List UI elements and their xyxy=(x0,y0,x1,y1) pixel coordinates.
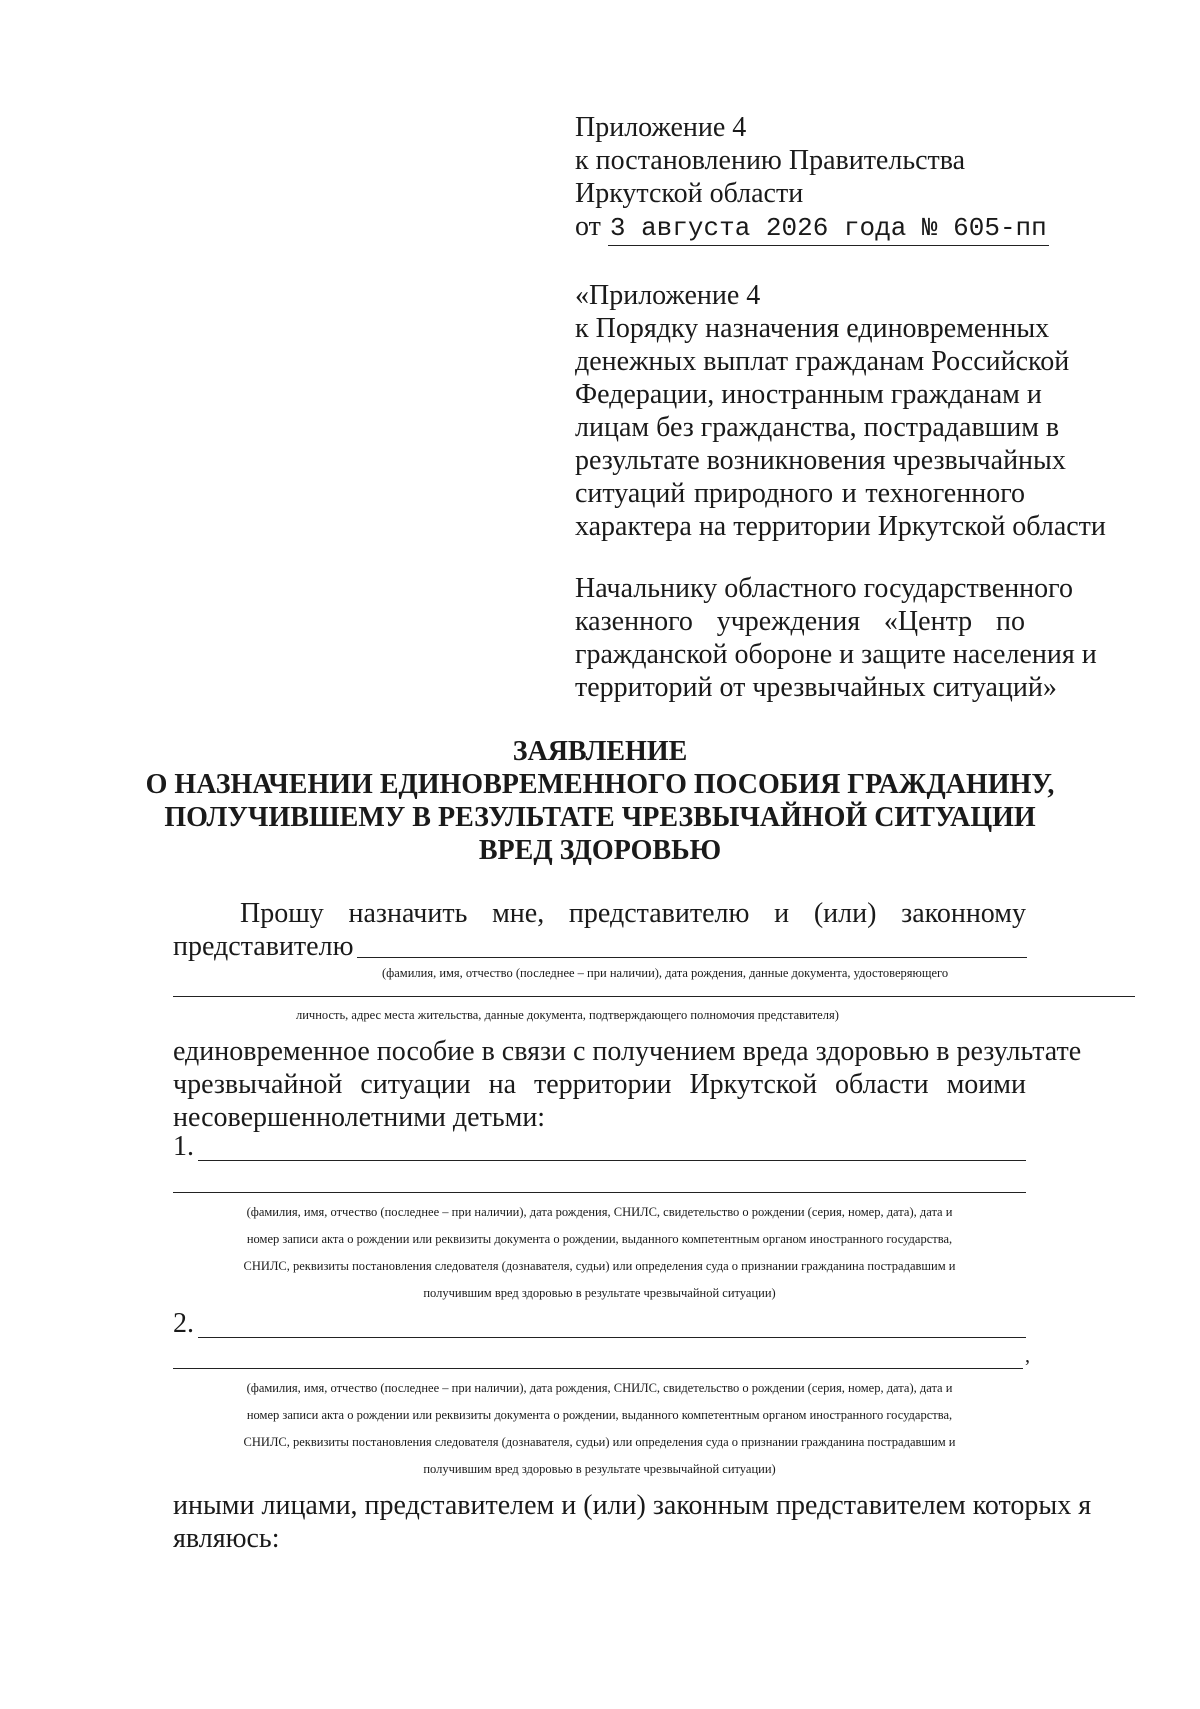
representative-hint-1: (фамилия, имя, отчество (последнее – при наличии), дата рождения, данные документа, удостоверяющего xyxy=(382,966,949,980)
addressee-line: гражданской обороне и защите населения и xyxy=(575,639,1097,670)
representative-label: представителю xyxy=(173,931,354,962)
annex-date-value: 3 августа 2026 года № 605-пп xyxy=(608,212,1049,246)
body-line: чрезвычайной ситуации на территории Иркутской области моими xyxy=(173,1069,1026,1100)
title-line: ЗАЯВЛЕНИЕ xyxy=(512,736,688,767)
item-2-fill-line-1 xyxy=(198,1337,1026,1338)
item-2-hint-line: получившим вред здоровью в результате чрезвычайной ситуации) xyxy=(423,1462,776,1476)
document-title xyxy=(100,735,1100,867)
procedure-annex-line: характера на территории Иркутской области xyxy=(575,511,1106,542)
procedure-annex-line: лицам без гражданства, пострадавшим в xyxy=(575,412,1060,443)
item-2-number: 2. xyxy=(173,1308,194,1339)
item-2-comma: , xyxy=(1025,1345,1030,1367)
item-2-hint-line: (фамилия, имя, отчество (последнее – при наличии), дата рождения, СНИЛС, свидетельство о рождении (серия, номер, дата), дата и xyxy=(246,1381,953,1395)
item-1-hint-line: СНИЛС, реквизиты постановления следователя (дознавателя, судьи) или определения суда о признании гражданина пострадавшим и xyxy=(243,1259,956,1273)
item-1-fill-line-2 xyxy=(173,1192,1026,1193)
header-annex xyxy=(575,111,1047,246)
body-paragraph xyxy=(173,1035,1082,1134)
annex-date-line xyxy=(575,210,1047,246)
annex-date-prefix: от xyxy=(575,211,601,242)
procedure-annex xyxy=(575,279,1106,543)
annex-region: Иркутской области xyxy=(575,178,804,209)
body-line: несовершеннолетними детьми: xyxy=(173,1102,546,1133)
procedure-annex-line: денежных выплат гражданам Российской xyxy=(575,346,1070,377)
addressee xyxy=(575,572,1097,704)
procedure-annex-line: к Порядку назначения единовременных xyxy=(575,313,1050,344)
procedure-annex-line: Федерации, иностранным гражданам и xyxy=(575,379,1042,410)
closing-paragraph xyxy=(173,1489,1092,1555)
item-1-hint-line: (фамилия, имя, отчество (последнее – при наличии), дата рождения, СНИЛС, свидетельство о рождении (серия, номер, дата), дата и xyxy=(246,1205,953,1219)
item-2-fill-line-2 xyxy=(173,1368,1023,1369)
addressee-line: территорий от чрезвычайных ситуаций» xyxy=(575,672,1057,703)
procedure-annex-line: ситуаций природного и техногенного xyxy=(575,478,1025,509)
annex-reference: к постановлению Правительства xyxy=(575,145,966,176)
closing-line: иными лицами, представителем и (или) законным представителем которых я xyxy=(173,1490,1092,1521)
representative-hint-2: личность, адрес места жительства, данные документа, подтверждающего полномочия представителя) xyxy=(296,1008,839,1022)
representative-fill-line xyxy=(357,957,1027,958)
item-1-hint-line: номер записи акта о рождении или реквизиты документа о рождении, выданного компетентным органом иностранного государства, xyxy=(246,1232,953,1246)
annex-title: Приложение 4 xyxy=(575,112,747,143)
body-line: единовременное пособие в связи с получением вреда здоровью в результате xyxy=(173,1036,1082,1067)
title-line: О НАЗНАЧЕНИИ ЕДИНОВРЕМЕННОГО ПОСОБИЯ ГРАЖДАНИНУ, xyxy=(145,769,1055,800)
addressee-line: казенного учреждения «Центр по xyxy=(575,606,1025,637)
representative-fill-line-2 xyxy=(173,996,1135,997)
item-1-number: 1. xyxy=(173,1131,194,1162)
procedure-annex-title: «Приложение 4 xyxy=(575,280,761,311)
title-line: ПОЛУЧИВШЕМУ В РЕЗУЛЬТАТЕ ЧРЕЗВЫЧАЙНОЙ СИТУАЦИИ xyxy=(164,802,1036,833)
closing-line: являюсь: xyxy=(173,1523,280,1554)
item-1-hint-line: получившим вред здоровью в результате чрезвычайной ситуации) xyxy=(423,1286,776,1300)
request-line-2 xyxy=(173,930,353,963)
item-1-fill-line-1 xyxy=(198,1160,1026,1161)
request-line-1: Прошу назначить мне, представителю и (или) законному xyxy=(240,898,1026,929)
procedure-annex-line: результате возникновения чрезвычайных xyxy=(575,445,1066,476)
item-2-hint-line: номер записи акта о рождении или реквизиты документа о рождении, выданного компетентным органом иностранного государства, xyxy=(246,1408,953,1422)
item-2-hint xyxy=(173,1375,1026,1483)
item-2-hint-line: СНИЛС, реквизиты постановления следователя (дознавателя, судьи) или определения суда о признании гражданина пострадавшим и xyxy=(243,1435,956,1449)
addressee-line: Начальнику областного государственного xyxy=(575,573,1073,604)
title-line: ВРЕД ЗДОРОВЬЮ xyxy=(478,835,722,866)
item-1-hint xyxy=(173,1199,1026,1307)
